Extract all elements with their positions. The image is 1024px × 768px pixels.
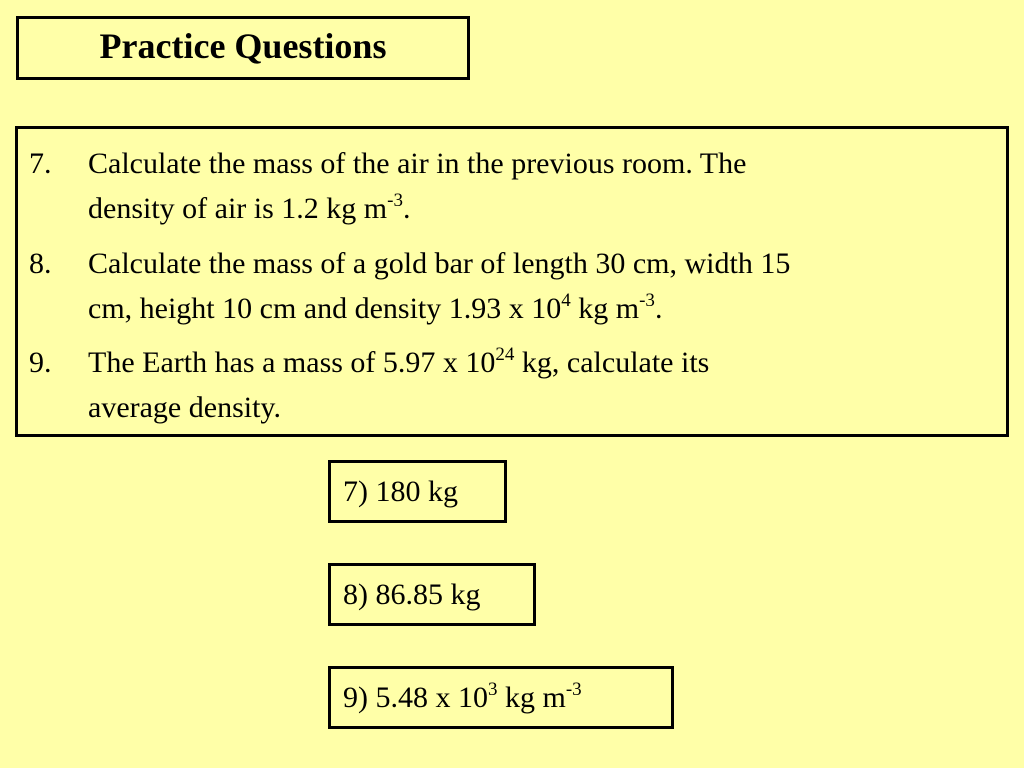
superscript: 24 [495, 344, 515, 365]
question-line [88, 340, 998, 385]
text-run: . [654, 292, 663, 325]
question-line: average density. [88, 391, 281, 424]
answer-9 [343, 678, 582, 715]
superscript: -3 [565, 678, 582, 700]
text-run: density of air is 1.2 kg m [88, 192, 388, 225]
question-number: 8. [29, 247, 52, 280]
question-text [88, 141, 998, 231]
answer-8: 8) 86.85 kg [343, 577, 481, 611]
question-text [88, 241, 998, 331]
text-run: kg m [570, 292, 640, 325]
superscript: 3 [488, 678, 498, 700]
text-run: kg, calculate its [514, 346, 710, 379]
answer-7-box [328, 460, 507, 523]
questions-box [15, 126, 1009, 437]
superscript: -3 [639, 290, 655, 311]
question-line [88, 286, 998, 331]
question-line: Calculate the mass of a gold bar of length 30 cm, width 15 [88, 247, 791, 280]
text-run: cm, height 10 cm and density 1.93 x 10 [88, 292, 562, 325]
question-text [88, 340, 998, 430]
question-line [88, 186, 998, 231]
page-title: Practice Questions [99, 26, 387, 66]
question-number: 9. [29, 346, 52, 379]
text-run: The Earth has a mass of 5.97 x 10 [88, 346, 496, 379]
text-run: . [402, 192, 411, 225]
text-run: 9) 5.48 x 10 [343, 680, 488, 714]
text-run: kg m [497, 680, 566, 714]
title-box [16, 16, 470, 80]
question-number: 7. [29, 147, 52, 180]
question-line: Calculate the mass of the air in the previous room. The [88, 147, 747, 180]
answer-9-box [328, 666, 674, 729]
superscript: 4 [561, 290, 571, 311]
answer-8-box [328, 563, 536, 626]
answer-7: 7) 180 kg [343, 474, 458, 508]
superscript: -3 [387, 190, 403, 211]
